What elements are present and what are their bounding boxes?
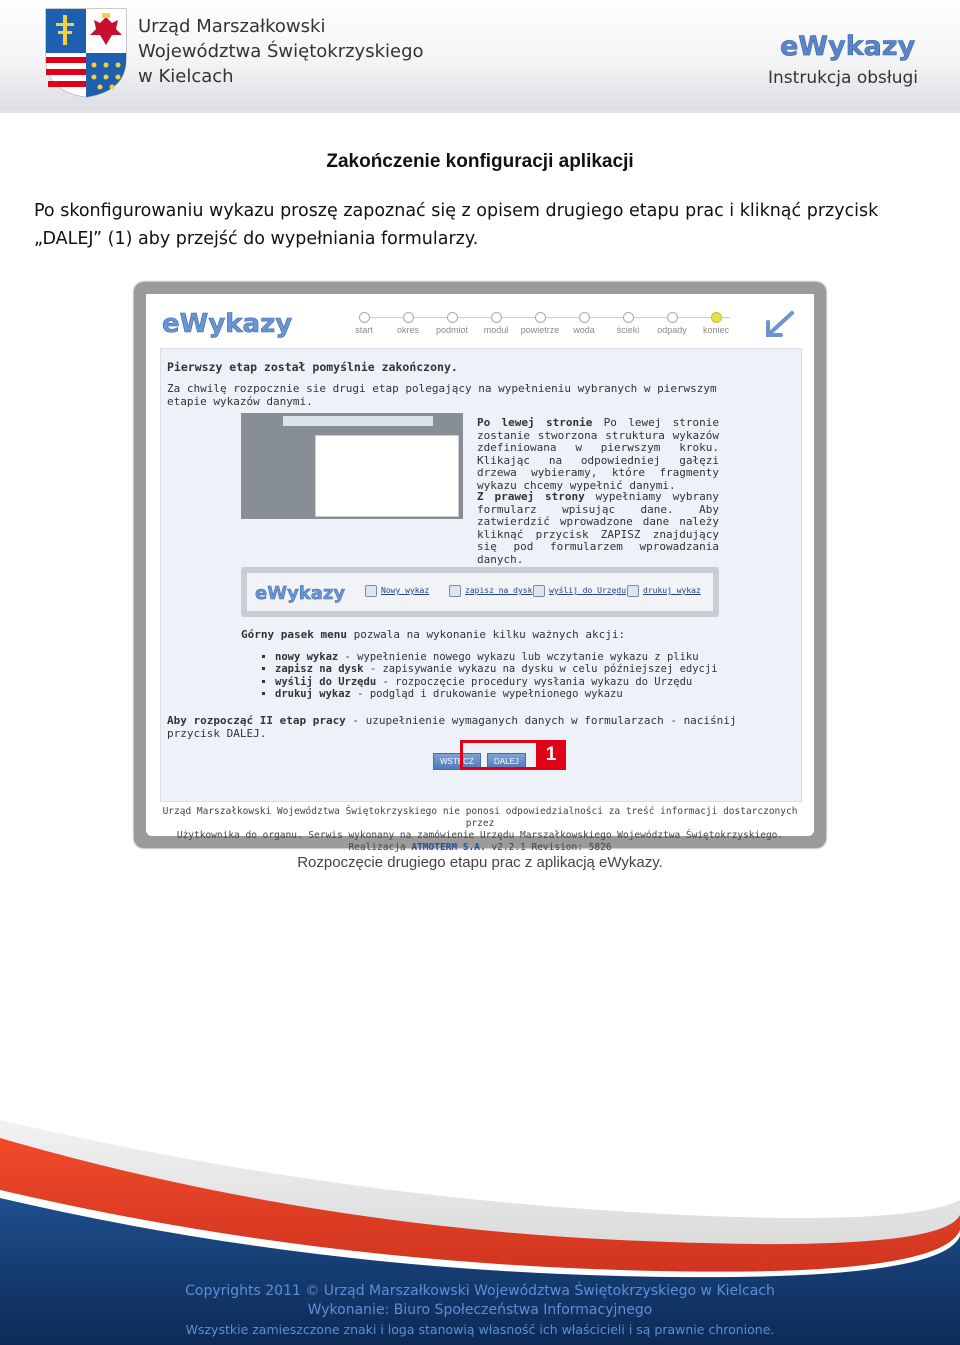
org-line-1: Urząd Marszałkowski xyxy=(138,16,326,37)
step-odpady: odpady xyxy=(652,312,692,335)
step-modul: moduł xyxy=(476,312,516,335)
screenshot-content xyxy=(160,348,802,802)
app-preview-thumbnail xyxy=(241,413,463,519)
figure-caption: Rozpoczęcie drugiego etapu prac z aplikacją eWykazy. xyxy=(297,854,663,871)
toolbar-logo-icon xyxy=(255,579,351,605)
brand-text: eWykazy xyxy=(780,31,916,62)
screenshot-footer: Urząd Marszałkowski Województwa Świętokrzyskiego nie ponosi odpowiedzialności za treść informacji dostarczonych przez Użytkownika do organu. Serwis wykonany na zamówienie Urzędu Marszałkowskiego Województwa Świętokrzyskiego. Realizacja ATMOTERM S.A. v2.2.1 Revision: 5826 xyxy=(162,806,798,853)
toolbar-new-wykaz[interactable]: Nowy wykaz xyxy=(381,586,430,595)
screenshot-header xyxy=(146,294,814,346)
step-start: start xyxy=(344,312,384,335)
toolbar-preview xyxy=(241,567,719,617)
print-icon xyxy=(627,585,639,597)
stage-heading: Pierwszy etap został pomyślnie zakończony. xyxy=(167,360,458,374)
step-koniec: koniec xyxy=(696,312,736,335)
wizard-steps xyxy=(344,312,744,342)
menu-action-item: ▪ nowy wykaz - wypełnienie nowego wykazu lub wczytanie wykazu z pliku xyxy=(275,651,718,663)
next-button[interactable]: DALEJ xyxy=(487,753,526,770)
step-scieki: ścieki xyxy=(608,312,648,335)
menu-action-item: ▪ drukuj wykaz - podgląd i drukowanie wypełnionego wykazu xyxy=(275,688,718,700)
svg-text:eWykazy: eWykazy xyxy=(255,583,346,604)
footer-author: Wykonanie: Biuro Społeczeństwa Informacyjnego xyxy=(307,1302,653,1318)
coat-of-arms-icon xyxy=(44,7,128,99)
right-side-description: Z prawej strony wypełniamy wybrany formularz wpisując dane. Aby zatwierdzić wprowadzone dane należy kliknąć przycisk ZAPISZ znajdujący się pod formularzem wprowadzania danych. xyxy=(477,490,719,566)
download-arrow-icon xyxy=(762,310,796,340)
ewykazy-app-logo-icon xyxy=(162,306,310,338)
instruction-label: Instrukcja obsługi xyxy=(768,68,918,88)
new-wykaz-icon xyxy=(365,585,377,597)
section-title: Zakończenie konfiguracji aplikacji xyxy=(326,151,634,172)
menu-actions-list xyxy=(261,651,718,701)
org-line-2: Województwa Świętokrzyskiego xyxy=(138,41,424,62)
toolbar-send[interactable]: wyślij do Urzędu xyxy=(549,586,627,595)
left-side-description: Po lewej stronie Po lewej stronie zostanie stworzona struktura wykazów zdefiniowana w pierwszym kroku. Klikając na odpowiedniej gałęzi drzewa wybieramy, które fragmenty wykazu chcemy wypełnić danymi. xyxy=(477,416,719,492)
callout-number: 1 xyxy=(536,740,566,770)
toolbar-save-disk[interactable]: zapisz na dysk xyxy=(465,586,533,595)
step-powietrze: powietrze xyxy=(520,312,560,335)
step-woda: woda xyxy=(564,312,604,335)
menu-action-item: ▪ wyślij do Urzędu - rozpoczęcie procedury wysłania wykazu do Urzędu xyxy=(275,676,718,688)
intro-paragraph: Po skonfigurowaniu wykazu proszę zapoznać się z opisem drugiego etapu prac i kliknąć przycisk „DALEJ” (1) aby przejść do wypełniania formularzy. xyxy=(34,201,879,249)
header-divider xyxy=(0,110,960,113)
org-line-3: w Kielcach xyxy=(138,66,234,87)
menu-heading: Górny pasek menu pozwala na wykonanie kilku ważnych akcji: xyxy=(241,628,626,641)
app-logo-text: eWykazy xyxy=(162,309,293,338)
footer-text xyxy=(0,1282,960,1339)
thumb-toolbar xyxy=(283,416,433,426)
organization-name xyxy=(138,14,424,89)
send-icon xyxy=(533,585,545,597)
app-screenshot xyxy=(134,282,826,853)
back-button[interactable]: WSTECZ xyxy=(433,753,481,770)
step-podmiot: podmiot xyxy=(432,312,472,335)
toolbar-print[interactable]: drukuj wykaz xyxy=(643,586,701,595)
stage-subtext: Za chwilę rozpocznie sie drugi etap polegający na wypełnieniu wybranych w pierwszym etapie wykazów danymi. xyxy=(167,382,717,408)
thumb-form xyxy=(315,435,459,517)
ewykazy-logo-icon xyxy=(780,26,920,64)
step-okres: okres xyxy=(388,312,428,335)
footer-rights: Wszystkie zamieszczone znaki i loga stanowią własność ich właścicieli i są prawnie chronione. xyxy=(185,1322,775,1337)
start-instruction: Aby rozpocząć II etap pracy - uzupełnienie wymaganych danych w formularzach - naciśnij przycisk DALEJ. xyxy=(167,714,737,740)
save-disk-icon xyxy=(449,585,461,597)
footer-copyright: Copyrights 2011 © Urząd Marszałkowski Województwa Świętokrzyskiego w Kielcach xyxy=(185,1283,775,1299)
menu-action-item: ▪ zapisz na dysk - zapisywanie wykazu na dysku w celu późniejszej edycji xyxy=(275,663,718,675)
